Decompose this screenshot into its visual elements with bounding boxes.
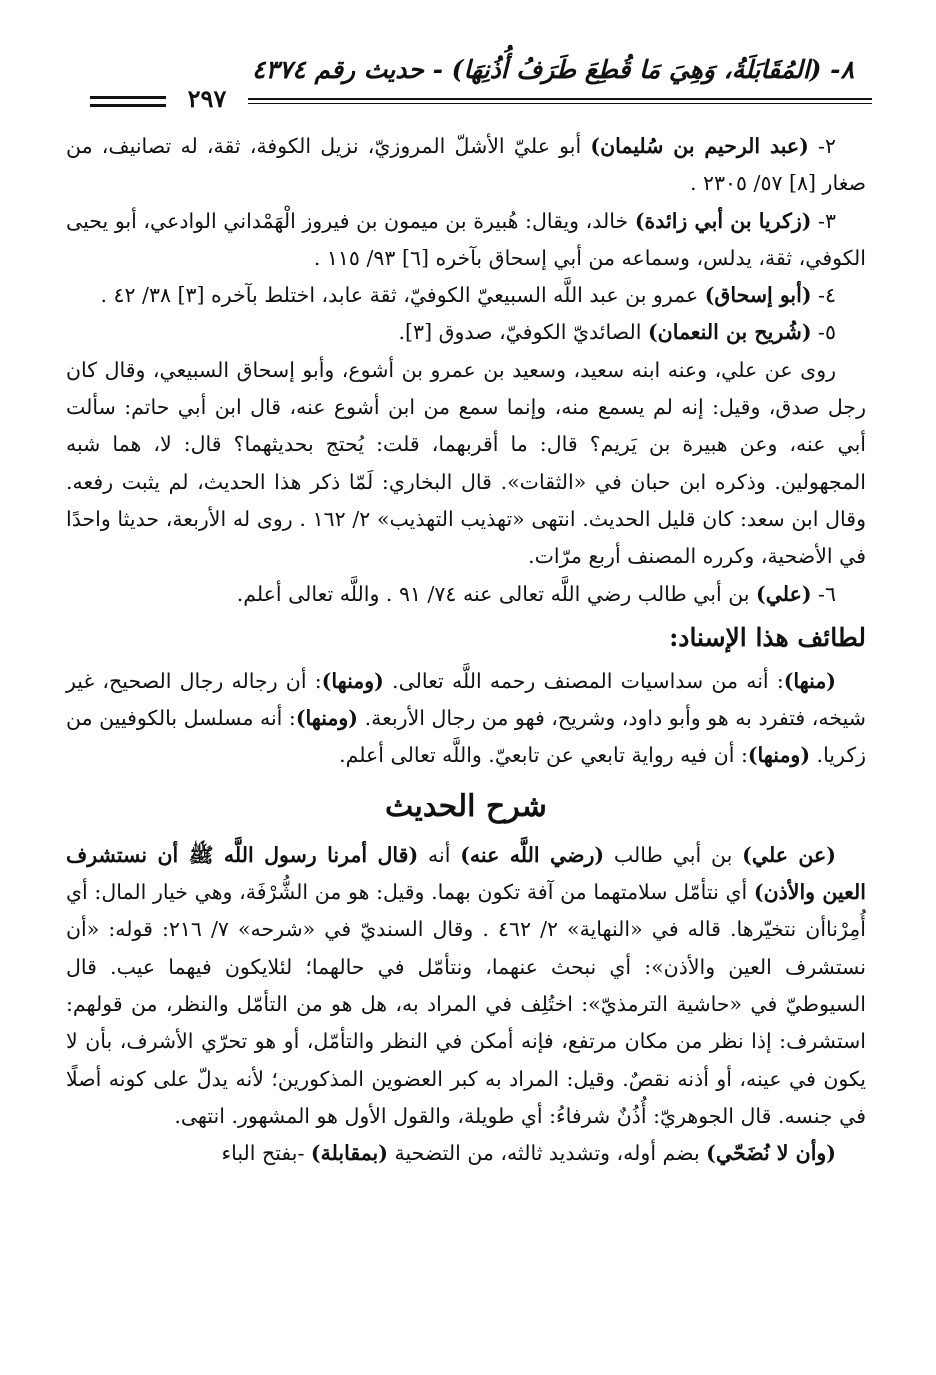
lataif-heading: لطائف هذا الإسناد: [669, 622, 866, 652]
narrator-5: ٥- (شُريح بن النعمان) الصائديّ الكوفيّ، صدوق [٣]. [398, 320, 836, 345]
narrator-4: ٤- (أبو إسحاق) عمرو بن عبد اللَّه السبيعيّ الكوفيّ، ثقة عابد، اختلط بآخره [٣] ٣٨/ ٤٢ . [100, 283, 836, 308]
page-body [66, 128, 866, 1172]
narrator-name: (شُريح بن النعمان) [647, 320, 812, 345]
page-number-rule-bottom [90, 104, 166, 107]
sharh-paragraph-2: (وأن لا نُضَحّي) بضم أوله، وتشديد ثالثه، من التضحية (بمقابلة) -بفتح الباء [221, 1141, 836, 1166]
narrator-name: (أبو إسحاق) [704, 283, 812, 308]
narrator-name: (علي) [756, 581, 812, 606]
lataif-paragraph: (منها): أنه من سداسيات المصنف رحمه اللَّه تعالى. (ومنها): أن رجاله رجال الصحيح، غير شيخه، فتفرد به هو وأبو داود، وشريح، فهو من رجال الأربعة. (ومنها): أنه مسلسل بالكوفيين من زكريا. (ومنها): أن فيه رواية تابعي عن تابعيّ. واللَّه تعالى أعلم. [66, 668, 866, 768]
narrator-6: ٦- (علي) بن أبي طالب رضي اللَّه تعالى عنه ٧٤/ ٩١ . واللَّه تعالى أعلم. [236, 581, 836, 606]
page-number: ٢٩٧ [187, 84, 227, 113]
narrator-3: ٣- (زكريا بن أبي زائدة) خالد، ويقال: هُبيرة بن ميمون بن فيروز الْهَمْداني الوادعي، أبو يحيى الكوفي، ثقة، يدلس، وسماعه من أبي إسحاق بآخره [٦] ٩٣/ ١١٥ . [66, 208, 866, 270]
narrator-name: (زكريا بن أبي زائدة) [634, 208, 812, 233]
page-number-rule-top [90, 96, 166, 99]
narrator-2: ٢- (عبد الرحيم بن سُليمان) أبو عليّ الأشلّ المروزيّ، نزيل الكوفة، ثقة، له تصانيف، من صغار [٨] ٥٧/ ٢٣٠٥ . [66, 134, 866, 196]
sharh-heading: شرح الحديث [385, 788, 547, 824]
header-rule [248, 98, 872, 100]
sharh-paragraph-1: (عن علي) بن أبي طالب (رضي اللَّه عنه) أنه (قال أمرنا رسول اللَّه ﷺ أن نستشرف العين والأذن) أي نتأمّل سلامتهما من آفة تكون بهما. وقيل: هو من الشُّرْفَة، وهي خيار المال: أي أُمِرْناأن نتخيّرها. قاله في «النهاية» ٢/ ٤٦٢ . وقال السنديّ في «شرحه» ٧/ ٢١٦: قوله: «أن نستشرف العين والأذن»: أي نبحث عنهما، ونتأمّل في حالهما؛ لئلايكون فيهما عيب. قال السيوطيّ في «حاشية الترمذيّ»: اختُلِف في المراد به، هل هو من التأمّل والنظر، من قولهم: استشرف: إذا نظر من مكان مرتفع، فإنه أمكن في النظر والتأمّل، أو هو تحرّي الأشرف، بأن لا يكون في عينه، أو أذنه نقصٌ. وقيل: المراد به كبر العضوين المذكورين؛ لأنه يدلّ على كونه أصلًا في جنسه. قال الجوهريّ: أُذُنٌ شرفاءُ: أي طويلة، والقول الأول هو المشهور. انتهى. [66, 842, 866, 1128]
running-header-title: ٨- (المُقَابَلَةُ، وَهِيَ مَا قُطِعَ طَرَفُ أُذُنِهَا) - حديث رقم ٤٣٧٤ [252, 55, 854, 84]
narrator-name: (عبد الرحيم بن سُليمان) [590, 134, 809, 158]
narrator-5-details: روى عن علي، وعنه ابنه سعيد، وسعيد بن عمرو بن أشوع، وأبو إسحاق السبيعي، وقال كان رجل صدق، وقيل: إنه لم يسمع منه، وإنما سمع من ابن أشوع عنه، قال ابن أبي حاتم: سألت أبي عنه، وعن هبيرة بن يَريم؟ قال: ما أقربهما، قلت: يُحتج بحديثهما؟ قال: لا، هما شبه المجهولين. وذكره ابن حبان في «الثقات». قال البخاري: لَمّا ذكر هذا الحديث، لم يثبت رفعه. وقال ابن سعد: كان قليل الحديث. انتهى «تهذيب التهذيب» ٢/ ١٦٢ . روى له الأربعة، حديثا واحدًا في الأضحية، وكرره المصنف أربع مرّات. [66, 357, 866, 569]
header-rule-thin [248, 103, 872, 104]
